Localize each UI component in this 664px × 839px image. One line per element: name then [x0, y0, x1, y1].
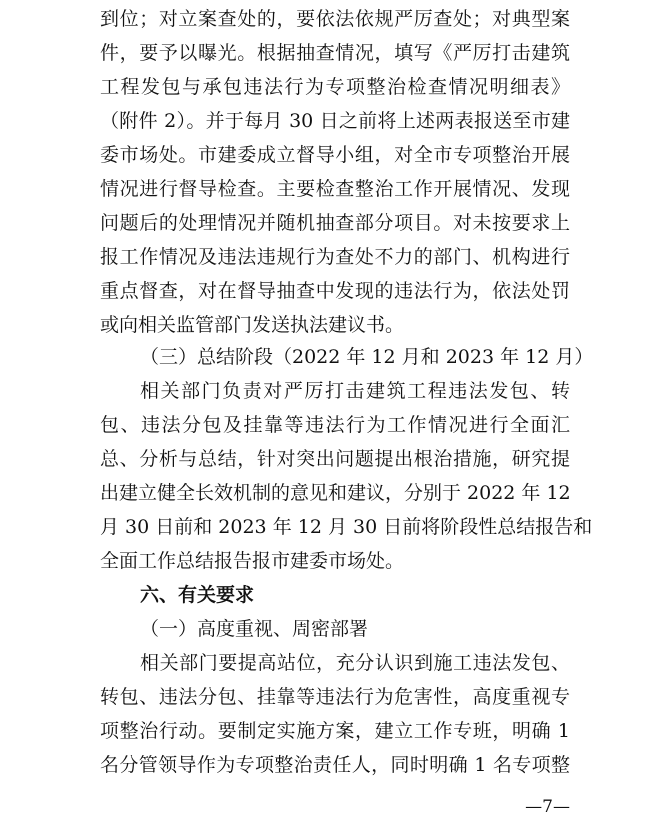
body-text-line: 出建立健全长效机制的意见和建议，分别于 2022 年 12: [100, 482, 571, 504]
section-subheading: （三）总结阶段（2022 年 12 月和 2023 年 12 月）: [140, 346, 594, 368]
section-subheading: （一）高度重视、周密部署: [140, 618, 369, 640]
body-text-line: 报工作情况及违法违规行为查处不力的部门、机构进行: [100, 246, 570, 268]
body-text-line: 情况进行督导检查。主要检查整治工作开展情况、发现: [100, 178, 570, 200]
body-text-line: （附件 2）。并于每月 30 日之前将上述两表报送至市建: [100, 110, 570, 132]
body-text-line: 全面工作总结报告报市建委市场处。: [100, 550, 405, 572]
body-text-line: 件，要予以曝光。根据抽查情况，填写《严厉打击建筑: [100, 42, 570, 64]
body-text-line: 或向相关监管部门发送执法建议书。: [100, 314, 405, 336]
body-text-line: 相关部门要提高站位，充分认识到施工违法发包、: [140, 652, 570, 674]
body-text-line: 月 30 日前和 2023 年 12 月 30 日前将阶段性总结报告和: [100, 516, 593, 538]
body-text-line: 重点督查，对在督导抽查中发现的违法行为，依法处罚: [100, 280, 570, 302]
page-number: —7—: [525, 797, 570, 817]
body-text-line: 到位；对立案查处的，要依法依规严厉查处；对典型案: [100, 8, 570, 30]
body-text-line: 委市场处。市建委成立督导小组，对全市专项整治开展: [100, 144, 570, 166]
body-text-line: 总、分析与总结，针对突出问题提出根治措施，研究提: [100, 448, 570, 470]
section-heading: 六、有关要求: [140, 584, 255, 606]
body-text-line: 工程发包与承包违法行为专项整治检查情况明细表》: [100, 76, 570, 98]
body-text-line: 名分管领导作为专项整治责任人，同时明确 1 名专项整: [100, 754, 570, 776]
body-text-line: 相关部门负责对严厉打击建筑工程违法发包、转: [140, 380, 570, 402]
body-text-line: 转包、违法分包、挂靠等违法行为危害性，高度重视专: [100, 686, 570, 708]
body-text-line: 问题后的处理情况并随机抽查部分项目。对未按要求上: [100, 212, 570, 234]
body-text-line: 包、违法分包及挂靠等违法行为工作情况进行全面汇: [100, 414, 570, 436]
body-text-line: 项整治行动。要制定实施方案，建立工作专班，明确 1: [100, 720, 570, 742]
